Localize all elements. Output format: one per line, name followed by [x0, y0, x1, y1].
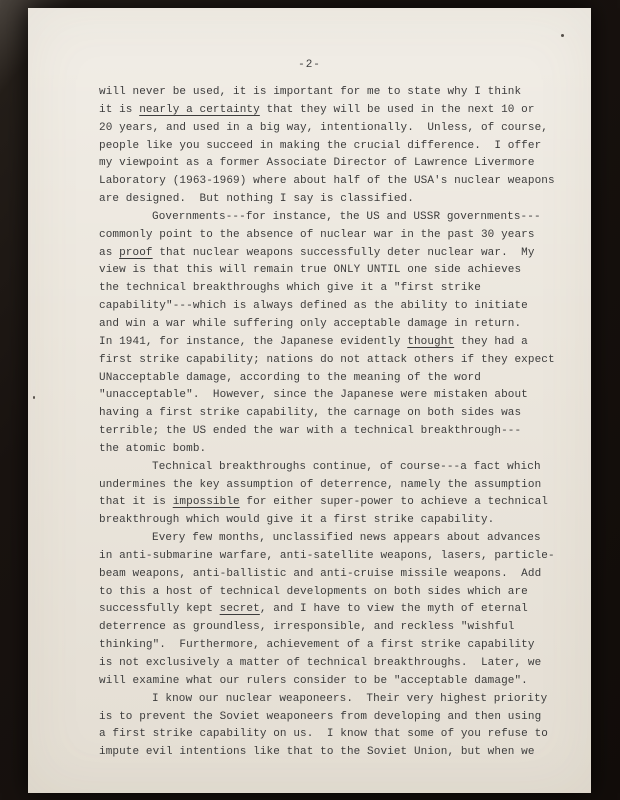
paper-speck: [561, 34, 564, 37]
text-line: are designed. But nothing I say is classified.: [99, 193, 414, 206]
text-line: it is nearly a certainty that they will be used in the next 10 or: [99, 103, 535, 116]
text-line: terrible; the US ended the war with a technical breakthrough---: [99, 425, 522, 438]
text-line: beam weapons, anti-ballistic and anti-cruise missile weapons. Add: [99, 567, 542, 580]
underlined-text: impossible: [172, 496, 240, 509]
text-line: Laboratory (1963-1969) where about half of the USA's nuclear weapons: [99, 175, 555, 188]
underlined-text: secret: [219, 603, 260, 616]
text-line: In 1941, for instance, the Japanese evidently thought they had a: [99, 335, 528, 348]
text-line: undermines the key assumption of deterrence, namely the assumption: [99, 478, 542, 491]
text-line: and win a war while suffering only acceptable damage in return.: [99, 317, 522, 330]
text-line: that it is impossible for either super-power to achieve a technical: [99, 496, 548, 509]
document-page: [28, 8, 591, 793]
text-line: first strike capability; nations do not attack others if they expect: [99, 353, 555, 366]
text-line: Every few months, unclassified news appears about advances: [152, 532, 541, 545]
text-line: my viewpoint as a former Associate Director of Lawrence Livermore: [99, 157, 535, 170]
text-line: people like you succeed in making the crucial difference. I offer: [99, 139, 542, 152]
document-body: [99, 84, 558, 762]
paper-speck: [33, 396, 35, 399]
page-number: -2-: [298, 59, 321, 71]
text-line: deterrence as groundless, irresponsible, and reckless "wishful: [99, 621, 515, 634]
text-line: impute evil intentions like that to the Soviet Union, but when we: [99, 746, 535, 759]
text-line: is not exclusively a matter of technical breakthroughs. Later, we: [99, 657, 542, 669]
text-line: a first strike capability on us. I know that some of you refuse to: [99, 728, 548, 741]
text-line: to this a host of technical developments on both sides which are: [99, 585, 528, 598]
text-line: is to prevent the Soviet weaponeers from developing and then using: [99, 710, 542, 723]
text-line: as proof that nuclear weapons successfully deter nuclear war. My: [99, 246, 535, 259]
text-line: thinking". Furthermore, achievement of a first strike capability: [99, 639, 535, 652]
text-line: 20 years, and used in a big way, intentionally. Unless, of course,: [99, 121, 548, 134]
underlined-text: nearly a certainty: [139, 103, 260, 116]
text-line: capability"---which is always defined as the ability to initiate: [99, 300, 528, 313]
text-line: I know our nuclear weaponeers. Their very highest priority: [152, 692, 548, 705]
text-line: breakthrough which would give it a first strike capability.: [99, 514, 495, 527]
text-line: "unacceptable". However, since the Japanese were mistaken about: [99, 389, 528, 402]
text-line: the technical breakthroughs which give it a "first strike: [99, 282, 481, 295]
text-line: successfully kept secret, and I have to view the myth of eternal: [99, 603, 528, 616]
text-line: having a first strike capability, the carnage on both sides was: [99, 407, 522, 420]
text-line: view is that this will remain true ONLY UNTIL one side achieves: [99, 264, 522, 277]
text-line: the atomic bomb.: [99, 442, 207, 455]
text-line: will never be used, it is important for me to state why I think: [99, 86, 522, 98]
text-line: will examine what our rulers consider to be "acceptable damage".: [99, 674, 528, 687]
text-line: Governments---for instance, the US and USSR governments---: [152, 210, 541, 223]
text-line: Technical breakthroughs continue, of course---a fact which: [152, 460, 541, 473]
text-line: commonly point to the absence of nuclear war in the past 30 years: [99, 228, 535, 241]
text-line: UNacceptable damage, according to the meaning of the word: [99, 371, 481, 384]
text-line: in anti-submarine warfare, anti-satellite weapons, lasers, particle-: [99, 549, 555, 562]
underlined-text: proof: [119, 246, 153, 259]
underlined-text: thought: [407, 335, 455, 348]
